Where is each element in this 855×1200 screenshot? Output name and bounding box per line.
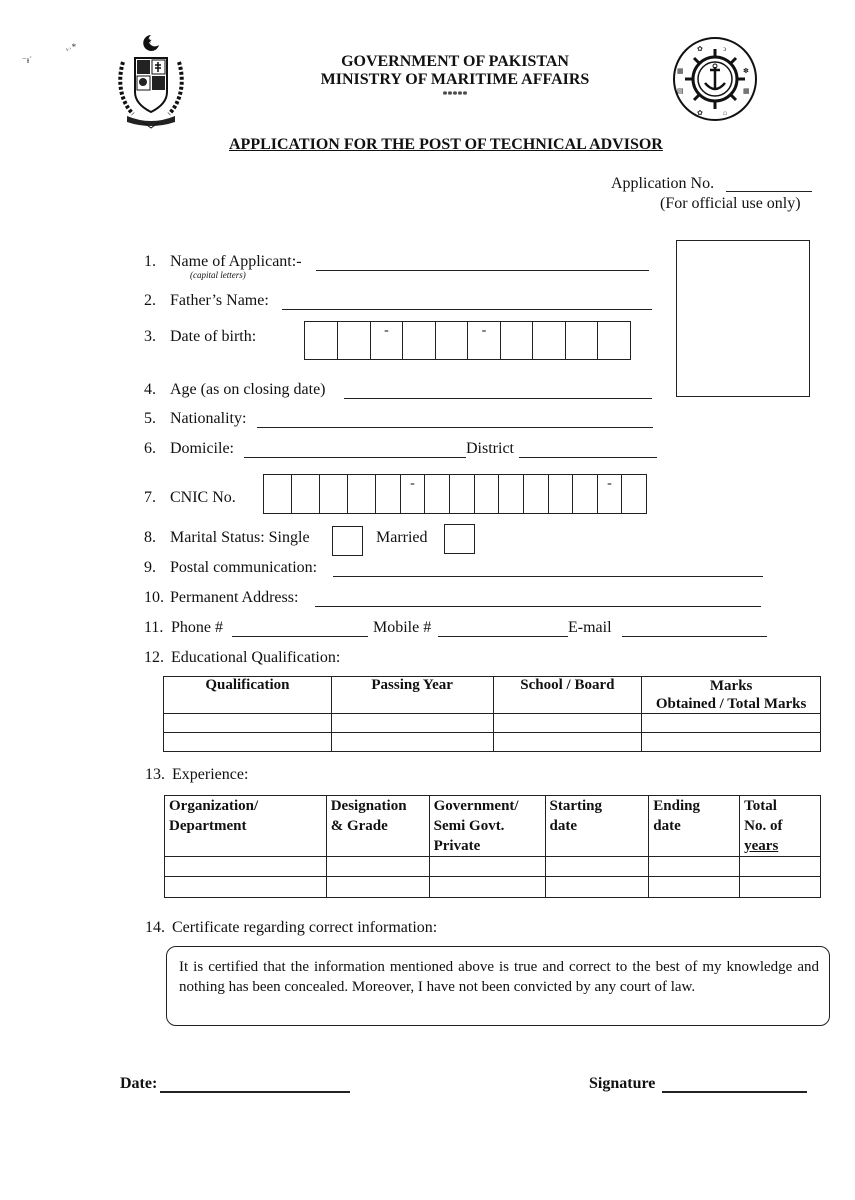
fathers-name-label: Father’s Name: bbox=[170, 292, 269, 309]
exp-cell[interactable] bbox=[545, 877, 649, 898]
dob-box[interactable] bbox=[533, 322, 566, 359]
exp-cell[interactable] bbox=[165, 857, 327, 877]
header-stars: ***** bbox=[442, 90, 468, 101]
age-label: Age (as on closing date) bbox=[170, 381, 326, 398]
dob-box[interactable] bbox=[566, 322, 598, 359]
district-input[interactable] bbox=[519, 457, 657, 458]
svg-text:✽: ✽ bbox=[743, 67, 749, 75]
dob-box[interactable] bbox=[305, 322, 338, 359]
date-label: Date: bbox=[120, 1075, 158, 1092]
signature-label: Signature bbox=[589, 1075, 656, 1092]
svg-text:⌂: ⌂ bbox=[723, 109, 728, 117]
email-input[interactable] bbox=[622, 636, 767, 637]
col-starting-date: Starting date bbox=[545, 796, 649, 857]
field-12-number: 12. bbox=[144, 649, 164, 666]
application-no-label: Application No. bbox=[611, 175, 715, 192]
married-checkbox[interactable] bbox=[444, 524, 475, 554]
exp-cell[interactable] bbox=[326, 877, 429, 898]
field-10-number: 10. bbox=[144, 589, 164, 606]
state-emblem-icon bbox=[113, 32, 189, 130]
exp-cell[interactable] bbox=[545, 857, 649, 877]
permanent-address-label: Permanent Address: bbox=[170, 589, 299, 606]
domicile-input[interactable] bbox=[244, 457, 466, 458]
col-marks: Marks Obtained / Total Marks bbox=[642, 677, 821, 714]
svg-text:▦: ▦ bbox=[677, 67, 684, 75]
exp-cell[interactable] bbox=[326, 857, 429, 877]
dob-box[interactable] bbox=[501, 322, 533, 359]
svg-text:✿: ✿ bbox=[697, 45, 703, 53]
scan-marks: ᵥ˒* bbox=[66, 42, 77, 52]
dob-box[interactable] bbox=[436, 322, 468, 359]
official-use-note: (For official use only) bbox=[660, 195, 801, 212]
field-7-number: 7. bbox=[144, 489, 156, 506]
name-label: Name of Applicant:- bbox=[170, 253, 302, 270]
cnic-box[interactable] bbox=[320, 475, 348, 513]
field-11-number: 11. bbox=[144, 619, 164, 636]
experience-label: Experience: bbox=[172, 766, 249, 783]
edu-cell[interactable] bbox=[493, 733, 642, 752]
education-table bbox=[163, 676, 821, 752]
table-row bbox=[165, 877, 821, 898]
exp-cell[interactable] bbox=[740, 857, 821, 877]
edu-cell[interactable] bbox=[642, 714, 821, 733]
cnic-box[interactable] bbox=[475, 475, 499, 513]
age-input[interactable] bbox=[344, 398, 652, 399]
cnic-label: CNIC No. bbox=[170, 489, 236, 506]
header-line-1: GOVERNMENT OF PAKISTAN bbox=[341, 53, 569, 70]
svg-text:▤: ▤ bbox=[677, 87, 684, 95]
col-total-years: Total No. of years bbox=[740, 796, 821, 857]
field-13-number: 13. bbox=[145, 766, 165, 783]
exp-cell[interactable] bbox=[740, 877, 821, 898]
svg-text:ↄ: ↄ bbox=[723, 45, 727, 53]
field-3-number: 3. bbox=[144, 328, 156, 345]
exp-cell[interactable] bbox=[429, 877, 545, 898]
domicile-label: Domicile: bbox=[170, 440, 234, 457]
dob-box[interactable]: - bbox=[468, 322, 501, 359]
postal-label: Postal communication: bbox=[170, 559, 318, 576]
cnic-box[interactable] bbox=[292, 475, 320, 513]
edu-cell[interactable] bbox=[331, 733, 493, 752]
col-school-board: School / Board bbox=[493, 677, 642, 714]
svg-text:✿: ✿ bbox=[697, 109, 703, 117]
name-sublabel: (capital letters) bbox=[190, 270, 246, 280]
fathers-name-input[interactable] bbox=[282, 309, 652, 310]
table-row bbox=[164, 714, 821, 733]
cnic-box[interactable] bbox=[348, 475, 376, 513]
svg-text:▦: ▦ bbox=[743, 87, 750, 95]
signature-input[interactable] bbox=[662, 1091, 807, 1093]
exp-cell[interactable] bbox=[649, 857, 740, 877]
nationality-input[interactable] bbox=[257, 427, 653, 428]
permanent-address-input[interactable] bbox=[315, 606, 761, 607]
cnic-box[interactable] bbox=[499, 475, 524, 513]
cnic-box[interactable] bbox=[622, 475, 647, 513]
name-input[interactable] bbox=[316, 270, 649, 271]
email-label: E-mail bbox=[568, 619, 612, 636]
col-organization: Organization/ Department bbox=[165, 796, 327, 857]
field-4-number: 4. bbox=[144, 381, 156, 398]
exp-cell[interactable] bbox=[165, 877, 327, 898]
certificate-box: It is certified that the information mentioned above is true and correct to the best of my knowledge and nothing has been concealed. Moreover, I have not been convicted by any court of law. bbox=[166, 946, 830, 1026]
field-5-number: 5. bbox=[144, 410, 156, 427]
col-designation: Designation & Grade bbox=[326, 796, 429, 857]
scan-marks: ⁻ᵻ˙ bbox=[22, 55, 33, 65]
edu-cell[interactable] bbox=[164, 733, 332, 752]
col-ending-date: Ending date bbox=[649, 796, 740, 857]
col-sector: Government/ Semi Govt. Private bbox=[429, 796, 545, 857]
cnic-box[interactable] bbox=[425, 475, 450, 513]
cnic-box[interactable]: - bbox=[401, 475, 425, 513]
exp-cell[interactable] bbox=[429, 857, 545, 877]
phone-input[interactable] bbox=[232, 636, 368, 637]
edu-cell[interactable] bbox=[493, 714, 642, 733]
field-8-number: 8. bbox=[144, 529, 156, 546]
cnic-box[interactable] bbox=[524, 475, 549, 513]
dob-box[interactable] bbox=[598, 322, 631, 359]
cnic-box[interactable] bbox=[376, 475, 401, 513]
experience-table bbox=[164, 795, 821, 898]
photo-box[interactable] bbox=[676, 240, 810, 397]
header-line-2: MINISTRY OF MARITIME AFFAIRS bbox=[320, 71, 590, 88]
cnic-box[interactable] bbox=[549, 475, 573, 513]
single-checkbox[interactable] bbox=[332, 526, 363, 556]
dob-box[interactable] bbox=[403, 322, 436, 359]
cnic-box[interactable] bbox=[264, 475, 292, 513]
table-row bbox=[165, 857, 821, 877]
col-passing-year: Passing Year bbox=[331, 677, 493, 714]
dob-boxes[interactable] bbox=[304, 321, 631, 360]
certificate-label: Certificate regarding correct information: bbox=[172, 919, 438, 936]
field-9-number: 9. bbox=[144, 559, 156, 576]
maritime-ship-wheel-anchor-icon bbox=[671, 35, 759, 123]
table-row bbox=[164, 733, 821, 752]
edu-cell[interactable] bbox=[642, 733, 821, 752]
district-label: District bbox=[466, 440, 514, 457]
marital-status-label: Marital Status: Single bbox=[170, 529, 310, 546]
education-label: Educational Qualification: bbox=[171, 649, 341, 666]
page-title: APPLICATION FOR THE POST OF TECHNICAL ADVISOR bbox=[229, 136, 663, 153]
application-no-field[interactable] bbox=[726, 191, 812, 192]
col-qualification: Qualification bbox=[164, 677, 332, 714]
dob-box[interactable]: - bbox=[371, 322, 403, 359]
date-input[interactable] bbox=[160, 1091, 350, 1093]
field-14-number: 14. bbox=[145, 919, 165, 936]
nationality-label: Nationality: bbox=[170, 410, 247, 427]
postal-input[interactable] bbox=[333, 576, 763, 577]
field-2-number: 2. bbox=[144, 292, 156, 309]
dob-label: Date of birth: bbox=[170, 328, 257, 345]
edu-cell[interactable] bbox=[164, 714, 332, 733]
exp-cell[interactable] bbox=[649, 877, 740, 898]
cnic-boxes[interactable] bbox=[263, 474, 647, 514]
phone-label: Phone # bbox=[171, 619, 223, 636]
edu-cell[interactable] bbox=[331, 714, 493, 733]
mobile-label: Mobile # bbox=[373, 619, 432, 636]
cnic-box[interactable]: - bbox=[598, 475, 622, 513]
cnic-box[interactable] bbox=[450, 475, 475, 513]
dob-box[interactable] bbox=[338, 322, 371, 359]
married-label: Married bbox=[376, 529, 428, 546]
mobile-input[interactable] bbox=[438, 636, 568, 637]
svg-text:★: ★ bbox=[146, 37, 153, 45]
field-1-number: 1. bbox=[144, 253, 156, 270]
field-6-number: 6. bbox=[144, 440, 156, 457]
cnic-box[interactable] bbox=[573, 475, 598, 513]
